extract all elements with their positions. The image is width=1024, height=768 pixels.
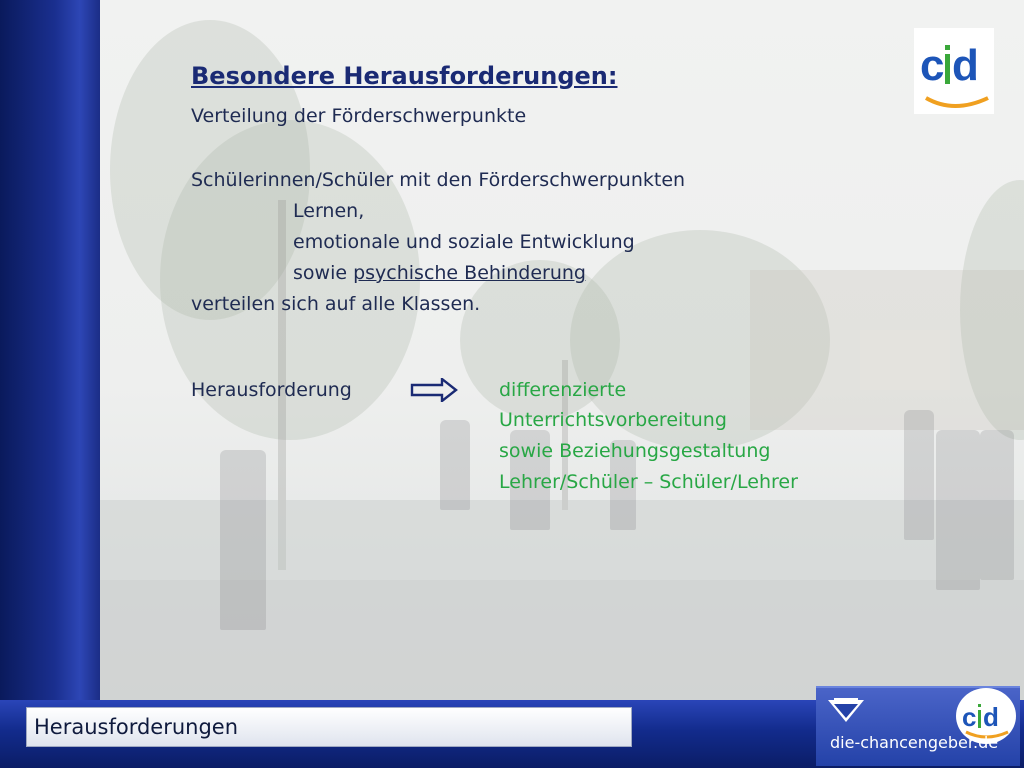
focus-item-emotional: emotionale und soziale Entwicklung (293, 231, 635, 253)
svg-text:c: c (920, 41, 945, 90)
conclusion-text: verteilen sich auf alle Klassen. (191, 293, 481, 315)
challenge-result-line-1: differenzierte (499, 379, 627, 401)
left-accent-bar (0, 0, 100, 700)
focus-item-learning: Lernen, (293, 200, 365, 222)
challenge-label: Herausforderung (191, 379, 352, 401)
svg-text:d: d (983, 702, 999, 732)
challenge-result-line-3: sowie Beziehungsgestaltung (499, 440, 771, 462)
triangle-emblem-icon (828, 698, 864, 722)
footer-label: Herausforderungen (34, 715, 239, 739)
brand-panel[interactable] (816, 686, 1020, 766)
focus-item-psychic (293, 258, 586, 288)
slide-subtitle: Verteilung der Förderschwerpunkte (191, 105, 527, 127)
challenge-result-line-2: Unterrichtsvorbereitung (499, 409, 727, 431)
focus-item-prefix: sowie (293, 262, 354, 284)
slide-title: Besondere Herausforderungen: (191, 62, 618, 90)
psychic-disability-link[interactable]: psychische Behinderung (353, 262, 586, 284)
svg-text:d: d (952, 41, 979, 90)
intro-text: Schülerinnen/Schüler mit den Förderschwerpunkten (191, 169, 686, 191)
challenge-result-line-4: Lehrer/Schüler – Schüler/Lehrer (499, 471, 798, 493)
cjd-logo (914, 28, 994, 114)
double-right-arrow-icon (410, 378, 458, 402)
brand-url-link[interactable]: die-chancengeber.de (830, 733, 999, 752)
svg-text:c: c (962, 702, 977, 732)
